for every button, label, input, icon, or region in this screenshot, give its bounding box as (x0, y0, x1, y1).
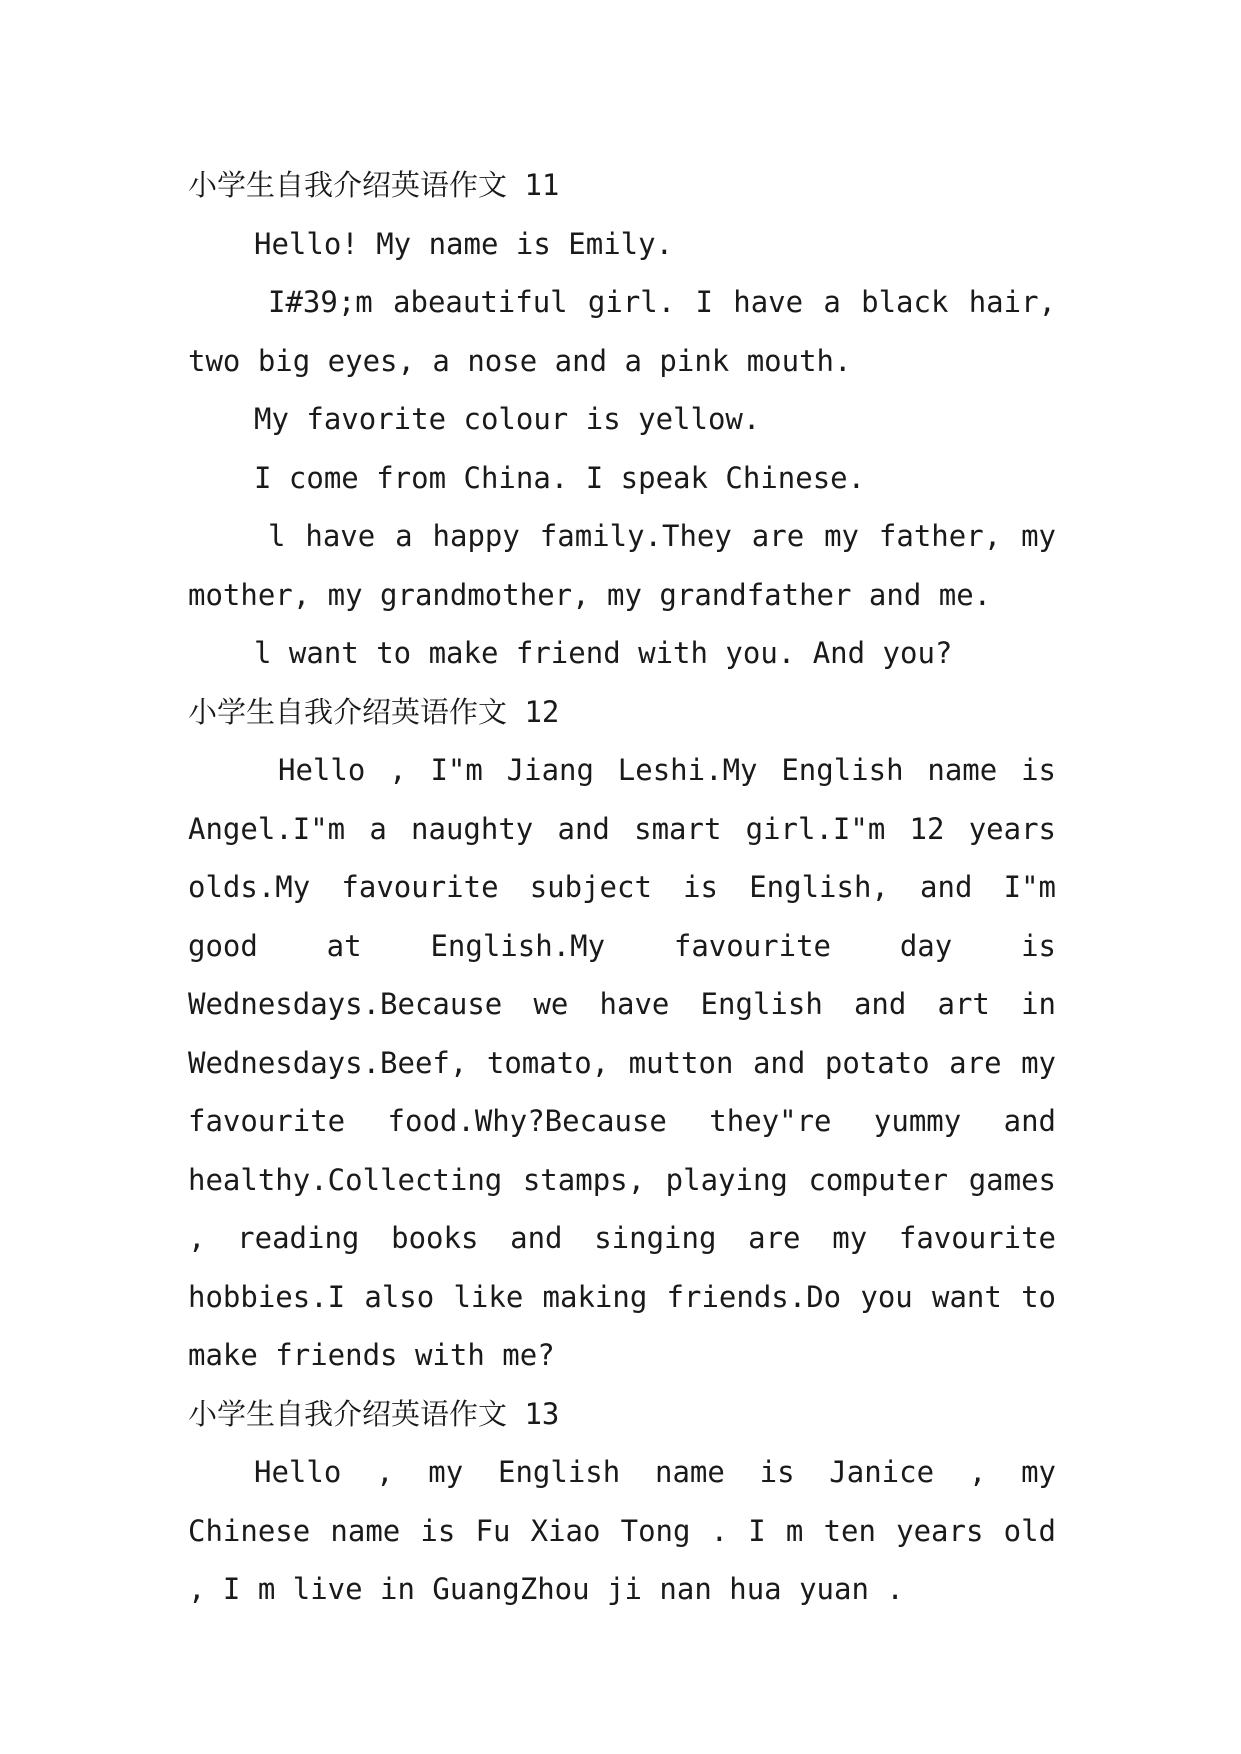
document-body (188, 156, 1056, 1619)
section-heading: 小学生自我介绍英语作文 12 (188, 694, 560, 729)
paragraph: My favorite colour is yellow. (254, 402, 761, 436)
paragraph: l want to make friend with you. And you? (254, 636, 953, 670)
section-heading: 小学生自我介绍英语作文 13 (188, 1396, 560, 1431)
essay-section-13 (188, 1385, 1056, 1619)
essay-section-12 (188, 683, 1056, 1385)
essay-section-11 (188, 156, 1056, 683)
paragraph: l have a happy family.They are my father, my mother, my grandmother, my grandfather and me. (188, 519, 1056, 612)
section-heading: 小学生自我介绍英语作文 11 (188, 168, 560, 202)
paragraph: Hello , my English name is Janice , my Chinese name is Fu Xiao Tong . I m ten years old , I m live in GuangZhou ji nan hua yuan . (188, 1455, 1056, 1606)
paragraph: Hello , I"m Jiang Leshi.My English name is Angel.I"m a naughty and smart girl.I"m 12 years olds.My favourite subject is English, and I"m good at English.My favourite day is Wednesdays.Because we have English and art in Wednesdays.Beef, tomato, mutton and potato are my favourite food.Why?Because they"re yummy and healthy.Collecting stamps, playing computer games , reading books and singing are my favourite hobbies.I also like making friends.Do you want to make friends with me? (188, 753, 1056, 1372)
paragraph: I come from China. I speak Chinese. (254, 460, 866, 495)
paragraph: I#39;m abeautiful girl. I have a black hair, two big eyes, a nose and a pink mouth. (188, 285, 1056, 378)
paragraph: Hello! My name is Emily. (254, 226, 674, 261)
